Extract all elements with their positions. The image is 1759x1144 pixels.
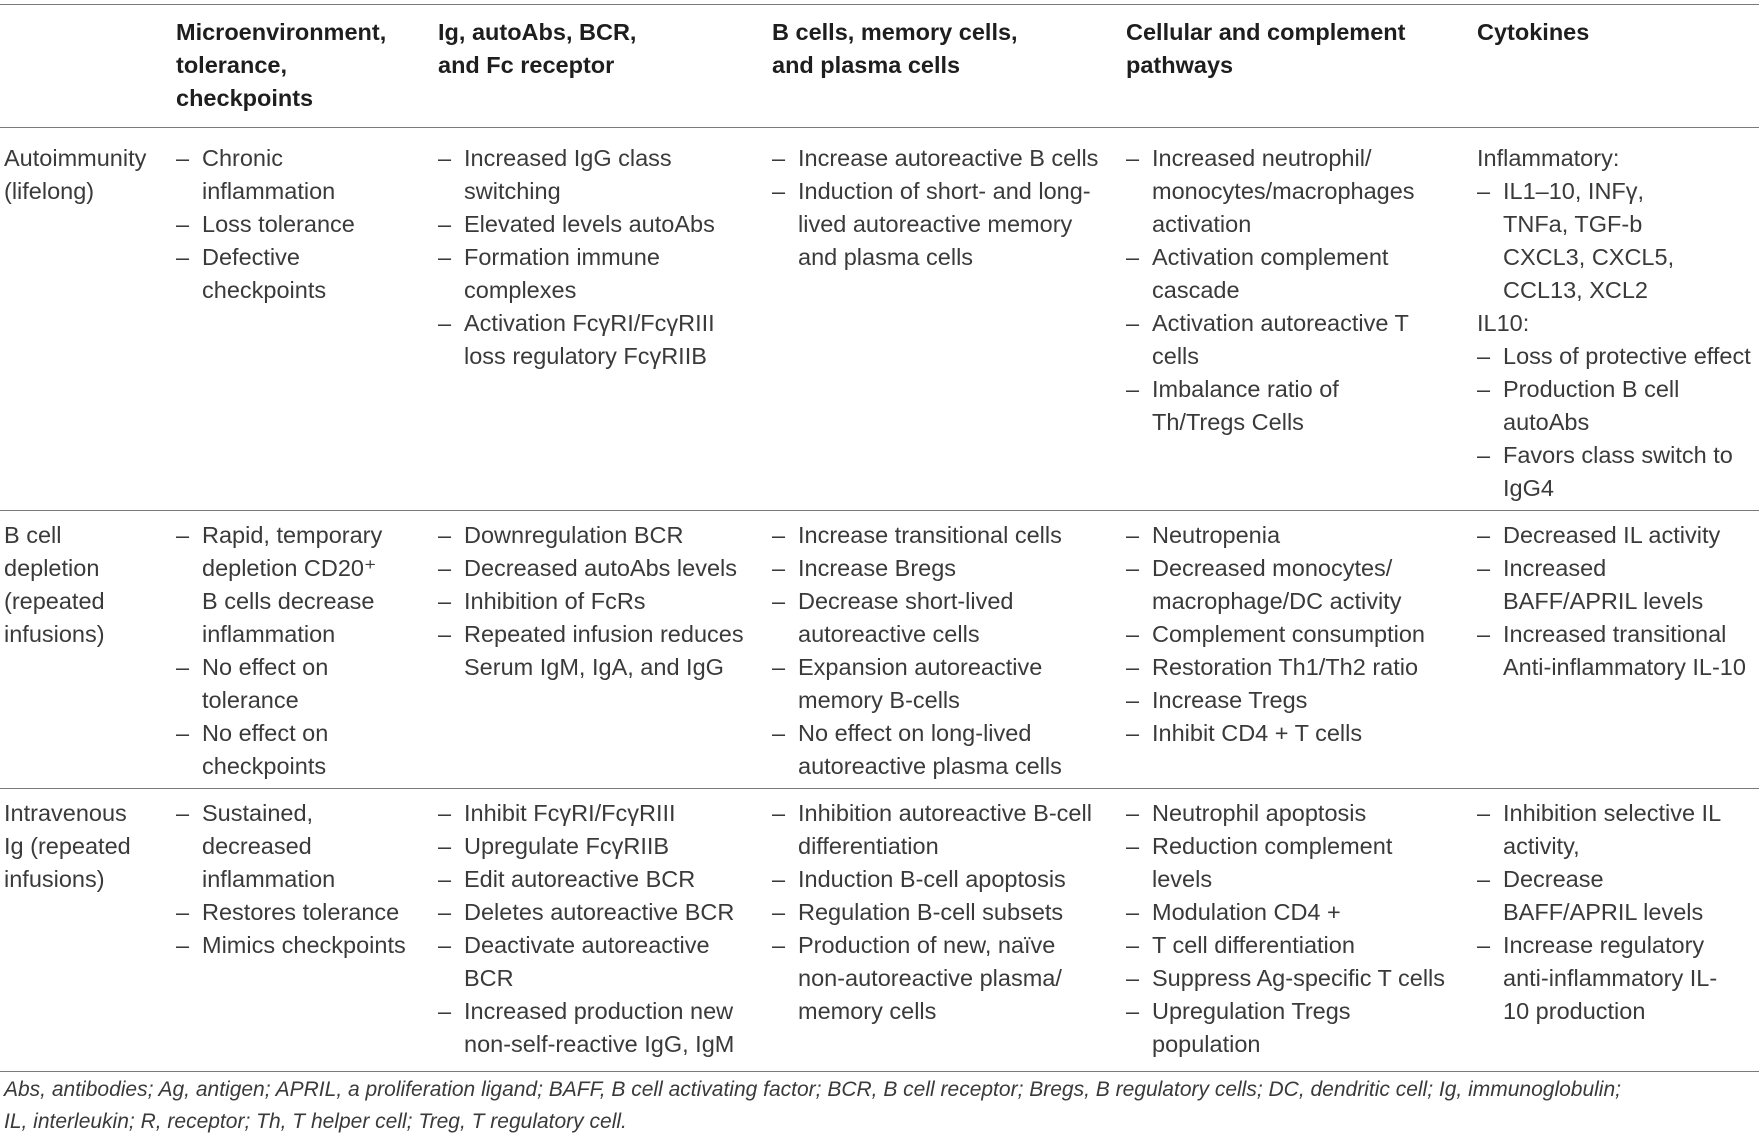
list-item: – Induction of short- and long-lived autoreactive memory and plasma cells [772, 175, 1112, 274]
list-item: – Rapid, temporary depletion CD20⁺ B cells decrease inflammation [176, 519, 398, 651]
cell-depletion-ig [438, 519, 758, 684]
list-item: – Edit autoreactive BCR [438, 863, 738, 896]
list-item: – Expansion autoreactive memory B-cells [772, 651, 1092, 717]
list-item: – Inhibition of FcRs [438, 585, 758, 618]
list-item: – Complement consumption [1126, 618, 1446, 651]
list-item: – No effect on tolerance [176, 651, 398, 717]
list-item: – Reduction complement levels [1126, 830, 1422, 896]
row-label-line: infusions) [4, 866, 105, 892]
list-item: – Inhibition autoreactive B-cell differentiation [772, 797, 1102, 863]
list-item: – Restores tolerance [176, 896, 416, 929]
list-item: – Inhibit CD4 + T cells [1126, 717, 1446, 750]
list-item: – Elevated levels autoAbs [438, 208, 748, 241]
list-item: – Increase transitional cells [772, 519, 1092, 552]
header-line: Ig, autoAbs, BCR, [438, 19, 637, 45]
header-line: Cellular and complement [1126, 19, 1406, 45]
list-item: – Decreased IL activity [1477, 519, 1759, 552]
list-item: – Formation immune complexes [438, 241, 748, 307]
row-label-intravenous-ig [4, 797, 164, 896]
cell-depletion-bcells [772, 519, 1092, 783]
header-rule [0, 127, 1759, 128]
list-item: – Defective checkpoints [176, 241, 362, 307]
list-item: – Deletes autoreactive BCR [438, 896, 738, 929]
list-item: – Increase regulatory anti-inflammatory IL-10 production [1477, 929, 1718, 1028]
table-footnote [4, 1074, 1754, 1138]
cell-ivig-ig [438, 797, 738, 1061]
row-label-autoimmunity [4, 142, 164, 208]
list-item: – Loss of protective effect [1477, 340, 1759, 373]
list-item: – IL1–10, INFγ, TNFa, TGF-b CXCL3, CXCL5, CCL13, XCL2 [1477, 175, 1708, 307]
list-item: – Regulation B-cell subsets [772, 896, 1102, 929]
header-line: Cytokines [1477, 19, 1590, 45]
cell-autoimmunity-cellular [1126, 142, 1432, 439]
bottom-rule [0, 1071, 1759, 1072]
cytokine-group-label: Inflammatory: [1477, 145, 1620, 171]
row-label-line: depletion [4, 555, 100, 581]
list-item: – Activation autoreactive T cells [1126, 307, 1432, 373]
list-item: – Increase Bregs [772, 552, 1092, 585]
row-rule [0, 788, 1759, 789]
list-item: – Decrease BAFF/APRIL levels [1477, 863, 1733, 929]
list-item: – Increase autoreactive B cells [772, 142, 1112, 175]
list-item: – Loss tolerance [176, 208, 362, 241]
list-item: – Inhibition selective IL activity, [1477, 797, 1743, 863]
footnote-line: Abs, antibodies; Ag, antigen; APRIL, a proliferation ligand; BAFF, B cell activating factor; BCR, B cell receptor; Bregs, B regulatory cells; DC, dendritic cell; Ig, immunoglobulin; [4, 1078, 1621, 1101]
cell-depletion-cellular [1126, 519, 1446, 750]
header-line: tolerance, [176, 52, 288, 78]
list-item: – Induction B-cell apoptosis [772, 863, 1102, 896]
list-item: – Production of new, naïve non-autoreactive plasma/ memory cells [772, 929, 1078, 1028]
list-item: – Neutropenia [1126, 519, 1446, 552]
list-item: – T cell differentiation [1126, 929, 1456, 962]
header-line: pathways [1126, 52, 1234, 78]
list-item: – Activation complement cascade [1126, 241, 1432, 307]
row-label-b-cell-depletion [4, 519, 164, 651]
list-item: – No effect on long-lived autoreactive plasma cells [772, 717, 1092, 783]
list-item: – Downregulation BCR [438, 519, 758, 552]
header-line: checkpoints [176, 85, 314, 111]
footnote-line: IL, interleukin; R, receptor; Th, T helper cell; Treg, T regulatory cell. [4, 1110, 627, 1133]
header-cytokines [1477, 16, 1747, 49]
list-item: – Modulation CD4 + [1126, 896, 1456, 929]
list-item: – Increased BAFF/APRIL levels [1477, 552, 1723, 618]
list-item: – Deactivate autoreactive BCR [438, 929, 738, 995]
list-item: – Activation FcγRI/FcγRIII loss regulatory FcγRIIB [438, 307, 748, 373]
list-item: – Production B cell autoAbs [1477, 373, 1713, 439]
row-label-line: infusions) [4, 621, 105, 647]
list-item: – Increased IgG class switching [438, 142, 748, 208]
header-line: B cells, memory cells, [772, 19, 1018, 45]
list-item: – Favors class switch to IgG4 [1477, 439, 1743, 505]
header-ig [438, 16, 738, 82]
cell-autoimmunity-cytokines [1477, 142, 1759, 505]
list-item: – Sustained, decreased inflammation [176, 797, 342, 896]
row-label-line: Intravenous [4, 800, 127, 826]
header-cellular [1126, 16, 1456, 82]
cell-ivig-cytokines [1477, 797, 1759, 1028]
list-item: – Upregulation Tregs population [1126, 995, 1392, 1061]
cell-autoimmunity-ig [438, 142, 748, 373]
list-item: – Chronic inflammation [176, 142, 362, 208]
list-item: – Increase Tregs [1126, 684, 1446, 717]
header-line: and Fc receptor [438, 52, 615, 78]
list-item: – Decrease short-lived autoreactive cells [772, 585, 1092, 651]
row-label-line: (lifelong) [4, 178, 95, 204]
row-rule [0, 510, 1759, 511]
cell-ivig-bcells [772, 797, 1102, 1028]
header-line: and plasma cells [772, 52, 961, 78]
cytokine-group-label: IL10: [1477, 310, 1530, 336]
list-item: – Increased transitional Anti-inflammatory IL-10 [1477, 618, 1759, 684]
top-rule [0, 4, 1759, 5]
row-label-line: Autoimmunity [4, 145, 147, 171]
cell-autoimmunity-bcells [772, 142, 1112, 274]
list-item: – Increased neutrophil/ monocytes/macrophages activation [1126, 142, 1432, 241]
list-item: – Imbalance ratio of Th/Tregs Cells [1126, 373, 1432, 439]
list-item: – Upregulate FcγRIIB [438, 830, 738, 863]
cell-autoimmunity-micro [176, 142, 362, 307]
list-item: – Increased production new non-self-reactive IgG, IgM [438, 995, 738, 1061]
list-item: – Neutrophil apoptosis [1126, 797, 1456, 830]
row-label-line: (repeated [4, 588, 105, 614]
cell-ivig-micro [176, 797, 416, 962]
list-item: – No effect on checkpoints [176, 717, 398, 783]
cell-depletion-cytokines [1477, 519, 1759, 684]
list-item: – Suppress Ag-specific T cells [1126, 962, 1456, 995]
list-item: – Inhibit FcγRI/FcγRIII [438, 797, 738, 830]
list-item: – Decreased autoAbs levels [438, 552, 758, 585]
list-item: – Mimics checkpoints [176, 929, 416, 962]
list-item: – Restoration Th1/Th2 ratio [1126, 651, 1446, 684]
row-label-line: Ig (repeated [4, 833, 131, 859]
cell-depletion-micro [176, 519, 398, 783]
header-microenvironment [176, 16, 416, 115]
cell-ivig-cellular [1126, 797, 1456, 1061]
row-label-line: B cell [4, 522, 62, 548]
list-item: – Repeated infusion reduces Serum IgM, IgA, and IgG [438, 618, 758, 684]
list-item: – Decreased monocytes/ macrophage/DC activity [1126, 552, 1446, 618]
header-bcells [772, 16, 1092, 82]
header-line: Microenvironment, [176, 19, 387, 45]
